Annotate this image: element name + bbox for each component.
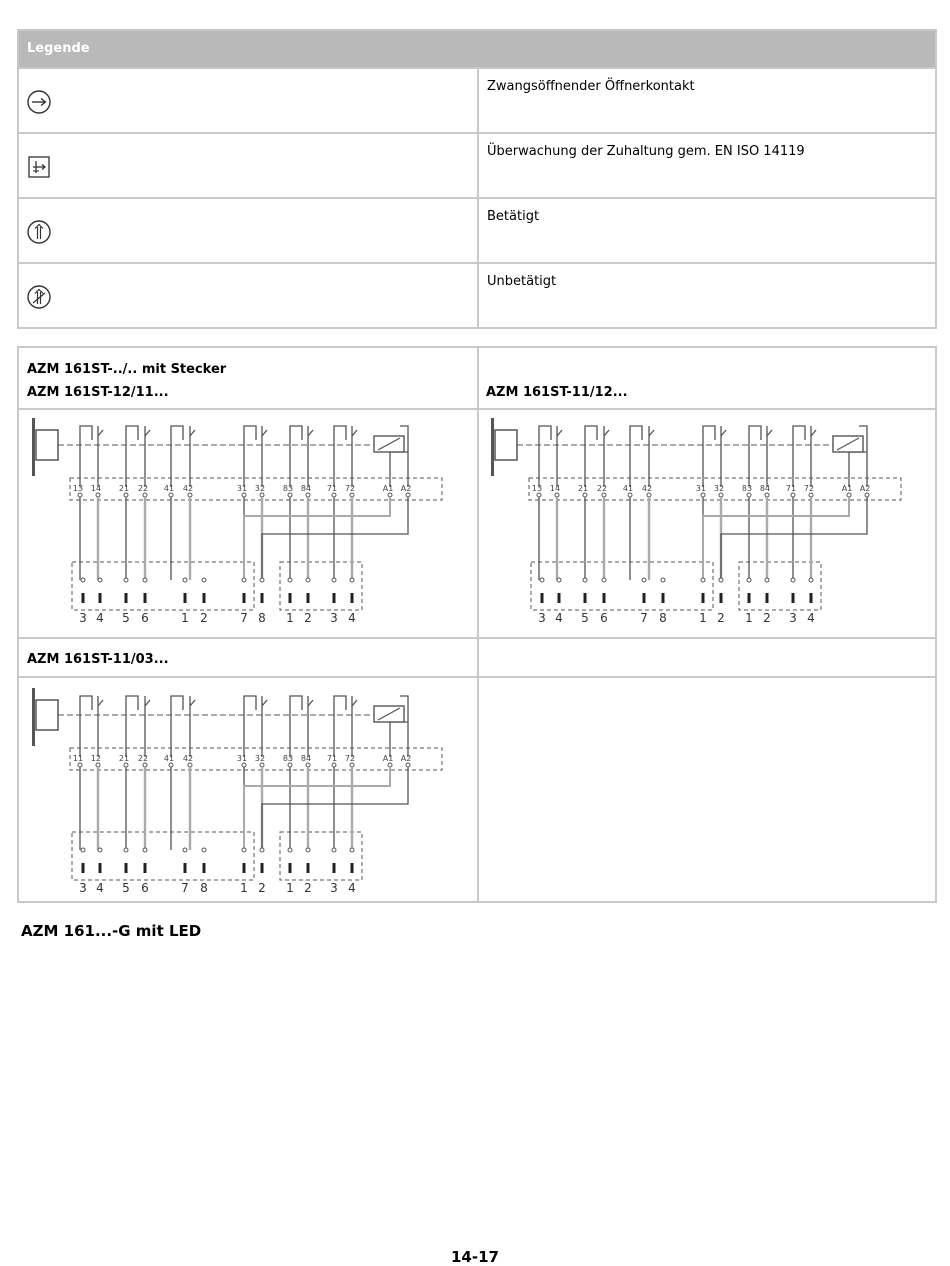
terminal-point <box>847 493 851 497</box>
wiring-diagram <box>487 412 907 630</box>
terminal-point <box>169 763 173 767</box>
pin <box>748 593 751 603</box>
terminal-label: 71 <box>326 484 338 493</box>
terminal-point <box>260 493 264 497</box>
terminal-label: 42 <box>641 484 653 493</box>
terminal-label: 83 <box>282 754 294 763</box>
coil-wire-a1 <box>244 497 390 580</box>
pin <box>584 593 587 603</box>
pin <box>541 593 544 603</box>
terminal-label: 31 <box>695 484 707 493</box>
pin-number: 3 <box>789 611 797 625</box>
legend-table <box>17 29 937 329</box>
coil-wire-a1 <box>703 497 849 580</box>
pin-number: 3 <box>330 881 338 895</box>
pin-number: 2 <box>200 611 208 625</box>
legend-row <box>19 262 935 327</box>
wiring-table <box>17 346 937 903</box>
legend-row <box>19 132 935 197</box>
terminal-point <box>602 493 606 497</box>
terminal-point <box>96 763 100 767</box>
actuator-head <box>36 430 58 460</box>
pin-number: 1 <box>699 611 707 625</box>
pin-point <box>124 578 128 582</box>
coil-wire-a2 <box>262 497 408 580</box>
terminal-label: 21 <box>118 484 130 493</box>
pin <box>333 863 336 873</box>
wiring-diagram <box>28 682 448 900</box>
pin <box>99 863 102 873</box>
pin-number: 8 <box>659 611 667 625</box>
terminal-label: A2 <box>400 484 412 493</box>
terminal-point <box>537 493 541 497</box>
pin <box>82 863 85 873</box>
coil-wire-a2 <box>721 497 867 580</box>
pin <box>144 863 147 873</box>
pin-point <box>81 848 85 852</box>
pin-number: 3 <box>330 611 338 625</box>
pin-number: 8 <box>200 881 208 895</box>
pin-point <box>183 578 187 582</box>
pin-point <box>350 578 354 582</box>
pin <box>184 593 187 603</box>
contact-switch <box>649 430 654 436</box>
coil-wire <box>849 452 867 487</box>
pin-point <box>661 578 665 582</box>
terminal-label: A2 <box>859 484 871 493</box>
section-title: AZM 161...-G mit LED <box>21 922 202 940</box>
pin-point <box>260 848 264 852</box>
pin-number: 5 <box>122 881 130 895</box>
pin-number: 2 <box>258 881 266 895</box>
pin <box>243 593 246 603</box>
terminal-label: 32 <box>254 484 266 493</box>
contact-switch <box>308 700 313 706</box>
pin <box>307 593 310 603</box>
pin-number: 1 <box>745 611 753 625</box>
terminal-label: 31 <box>236 754 248 763</box>
terminal-label: 14 <box>90 484 102 493</box>
terminal-point <box>288 493 292 497</box>
pin <box>261 863 264 873</box>
terminal-point <box>765 493 769 497</box>
contact-switch <box>557 430 562 436</box>
contact-switch <box>262 430 267 436</box>
pin-point <box>98 848 102 852</box>
contact-switch <box>190 430 195 436</box>
pin-number: 6 <box>141 881 149 895</box>
terminal-point <box>583 493 587 497</box>
pin <box>243 863 246 873</box>
coil-wire <box>390 452 408 487</box>
terminal-label: 84 <box>300 484 312 493</box>
pin-number: 7 <box>181 881 189 895</box>
pin-number: 5 <box>581 611 589 625</box>
terminal-label: 31 <box>236 484 248 493</box>
terminal-point <box>791 493 795 497</box>
page-number: 14-17 <box>451 1248 499 1266</box>
pin <box>792 593 795 603</box>
pin <box>144 593 147 603</box>
terminal-label: 42 <box>182 754 194 763</box>
terminal-label: 83 <box>282 484 294 493</box>
terminal-point <box>701 493 705 497</box>
legend-text: Unbetätigt <box>487 274 557 289</box>
pin-number: 1 <box>286 611 294 625</box>
terminal-label: 84 <box>759 484 771 493</box>
terminal-label: 83 <box>741 484 753 493</box>
terminal-label: 32 <box>254 754 266 763</box>
pin-point <box>143 848 147 852</box>
pin <box>99 593 102 603</box>
terminal-point <box>124 493 128 497</box>
pin-point <box>642 578 646 582</box>
terminal-label: 22 <box>596 484 608 493</box>
pin-point <box>540 578 544 582</box>
terminal-point <box>350 763 354 767</box>
variant-heading: AZM 161ST-11/03... <box>27 652 169 667</box>
terminal-label: 84 <box>300 754 312 763</box>
pin-point <box>242 848 246 852</box>
terminal-label: 41 <box>163 754 175 763</box>
pin-point <box>747 578 751 582</box>
contact-switch <box>767 430 772 436</box>
terminal-point <box>647 493 651 497</box>
pin <box>643 593 646 603</box>
pin-number: 4 <box>807 611 815 625</box>
pin <box>558 593 561 603</box>
pin-point <box>332 848 336 852</box>
terminal-label: 72 <box>344 484 356 493</box>
variant-heading: AZM 161ST-../.. mit Stecker <box>27 362 227 377</box>
terminal-point <box>747 493 751 497</box>
pin-point <box>260 578 264 582</box>
terminal-label: A1 <box>841 484 853 493</box>
terminal-point <box>96 493 100 497</box>
actuator-head <box>36 700 58 730</box>
terminal-point <box>332 493 336 497</box>
plug-connector <box>739 562 821 610</box>
terminal-point <box>406 493 410 497</box>
contact-switch <box>721 430 726 436</box>
terminal-point <box>406 763 410 767</box>
terminal-point <box>260 763 264 767</box>
terminal-label: 11 <box>72 754 84 763</box>
terminal-label: 12 <box>90 754 102 763</box>
terminal-point <box>555 493 559 497</box>
terminal-point <box>188 763 192 767</box>
terminal-label: 42 <box>182 484 194 493</box>
pin-number: 2 <box>304 881 312 895</box>
contact-switch <box>811 430 816 436</box>
actuator-head <box>495 430 517 460</box>
pin-number: 7 <box>640 611 648 625</box>
pin-point <box>202 848 206 852</box>
terminal-point <box>242 493 246 497</box>
pin <box>289 593 292 603</box>
pin-point <box>602 578 606 582</box>
pin-point <box>202 578 206 582</box>
arrow-right-circle-icon <box>26 89 52 115</box>
terminal-label: 21 <box>577 484 589 493</box>
terminal-point <box>388 493 392 497</box>
legend-title: Legende <box>19 31 935 67</box>
terminal-label: A2 <box>400 754 412 763</box>
terminal-point <box>242 763 246 767</box>
pin-number: 1 <box>286 881 294 895</box>
terminal-point <box>188 493 192 497</box>
arrow-up-circle-icon <box>26 219 52 245</box>
pin-point <box>288 848 292 852</box>
pin <box>351 593 354 603</box>
pin-number: 3 <box>79 881 87 895</box>
lock-monitoring-icon <box>26 154 52 180</box>
pin <box>351 863 354 873</box>
pin-point <box>183 848 187 852</box>
contact-switch <box>98 700 103 706</box>
terminal-label: 21 <box>118 754 130 763</box>
terminal-point <box>78 763 82 767</box>
pin-point <box>81 578 85 582</box>
pin <box>82 593 85 603</box>
terminal-point <box>169 493 173 497</box>
pin-number: 1 <box>240 881 248 895</box>
pin-number: 2 <box>763 611 771 625</box>
terminal-point <box>350 493 354 497</box>
coil-wire-a1 <box>244 767 390 850</box>
pin-number: 4 <box>348 611 356 625</box>
actuator-bar <box>491 418 494 476</box>
pin <box>766 593 769 603</box>
terminal-label: 72 <box>344 754 356 763</box>
terminal-label: A1 <box>382 484 394 493</box>
pin-number: 4 <box>348 881 356 895</box>
variant-heading: AZM 161ST-12/11... <box>27 385 169 400</box>
terminal-point <box>124 763 128 767</box>
terminal-label: 13 <box>72 484 84 493</box>
terminal-point <box>388 763 392 767</box>
legend-row <box>19 67 935 132</box>
contact-switch <box>145 430 150 436</box>
pin-number: 4 <box>555 611 563 625</box>
pin-number: 3 <box>538 611 546 625</box>
legend-text: Betätigt <box>487 209 540 224</box>
pin <box>810 593 813 603</box>
pin-number: 5 <box>122 611 130 625</box>
plug-connector <box>280 562 362 610</box>
actuator-bar <box>32 418 35 476</box>
plug-connector <box>280 832 362 880</box>
pin-point <box>583 578 587 582</box>
terminal-point <box>628 493 632 497</box>
pin-number: 4 <box>96 611 104 625</box>
contact-switch <box>352 430 357 436</box>
actuator-bar <box>32 688 35 746</box>
pin <box>702 593 705 603</box>
terminal-label: 22 <box>137 754 149 763</box>
pin <box>203 593 206 603</box>
terminal-point <box>78 493 82 497</box>
contact-switch <box>98 430 103 436</box>
pin-point <box>791 578 795 582</box>
pin-point <box>143 578 147 582</box>
pin-number: 3 <box>79 611 87 625</box>
terminal-point <box>306 763 310 767</box>
pin-point <box>719 578 723 582</box>
terminal-label: 41 <box>622 484 634 493</box>
contact-switch <box>145 700 150 706</box>
pin-number: 2 <box>717 611 725 625</box>
pin-point <box>557 578 561 582</box>
pin-number: 6 <box>600 611 608 625</box>
variant-heading: AZM 161ST-11/12... <box>486 385 628 400</box>
terminal-point <box>288 763 292 767</box>
pin <box>125 593 128 603</box>
pin <box>307 863 310 873</box>
coil-wire <box>390 722 408 757</box>
pin <box>603 593 606 603</box>
terminal-label: 71 <box>326 754 338 763</box>
pin <box>289 863 292 873</box>
pin-point <box>765 578 769 582</box>
wiring-diagram <box>28 412 448 630</box>
pin-number: 6 <box>141 611 149 625</box>
legend-text: Zwangsöffnender Öffnerkontakt <box>487 79 695 94</box>
pin-number: 2 <box>304 611 312 625</box>
terminal-point <box>143 763 147 767</box>
pin-number: 8 <box>258 611 266 625</box>
contact-switch <box>190 700 195 706</box>
terminal-label: 32 <box>713 484 725 493</box>
terminal-point <box>306 493 310 497</box>
terminal-label: 13 <box>531 484 543 493</box>
pin <box>184 863 187 873</box>
arrow-up-crossed-circle-icon <box>26 284 52 310</box>
pin-number: 7 <box>240 611 248 625</box>
contact-switch <box>308 430 313 436</box>
terminal-label: 41 <box>163 484 175 493</box>
coil-wire-a2 <box>262 767 408 850</box>
pin <box>720 593 723 603</box>
pin-number: 4 <box>96 881 104 895</box>
pin <box>203 863 206 873</box>
pin-point <box>306 578 310 582</box>
terminal-point <box>332 763 336 767</box>
contact-switch <box>352 700 357 706</box>
pin-point <box>288 578 292 582</box>
terminal-label: 22 <box>137 484 149 493</box>
legend-text: Überwachung der Zuhaltung gem. EN ISO 14119 <box>487 144 805 159</box>
contact-switch <box>262 700 267 706</box>
pin <box>125 863 128 873</box>
terminal-label: 14 <box>549 484 561 493</box>
pin-point <box>124 848 128 852</box>
terminal-point <box>809 493 813 497</box>
pin-number: 1 <box>181 611 189 625</box>
terminal-point <box>865 493 869 497</box>
terminal-label: A1 <box>382 754 394 763</box>
pin <box>333 593 336 603</box>
terminal-point <box>143 493 147 497</box>
pin <box>261 593 264 603</box>
terminal-label: 72 <box>803 484 815 493</box>
pin-point <box>332 578 336 582</box>
pin <box>662 593 665 603</box>
terminal-point <box>719 493 723 497</box>
pin-point <box>98 578 102 582</box>
legend-row <box>19 197 935 262</box>
pin-point <box>350 848 354 852</box>
contact-switch <box>604 430 609 436</box>
pin-point <box>809 578 813 582</box>
pin-point <box>306 848 310 852</box>
pin-point <box>701 578 705 582</box>
terminal-label: 71 <box>785 484 797 493</box>
pin-point <box>242 578 246 582</box>
